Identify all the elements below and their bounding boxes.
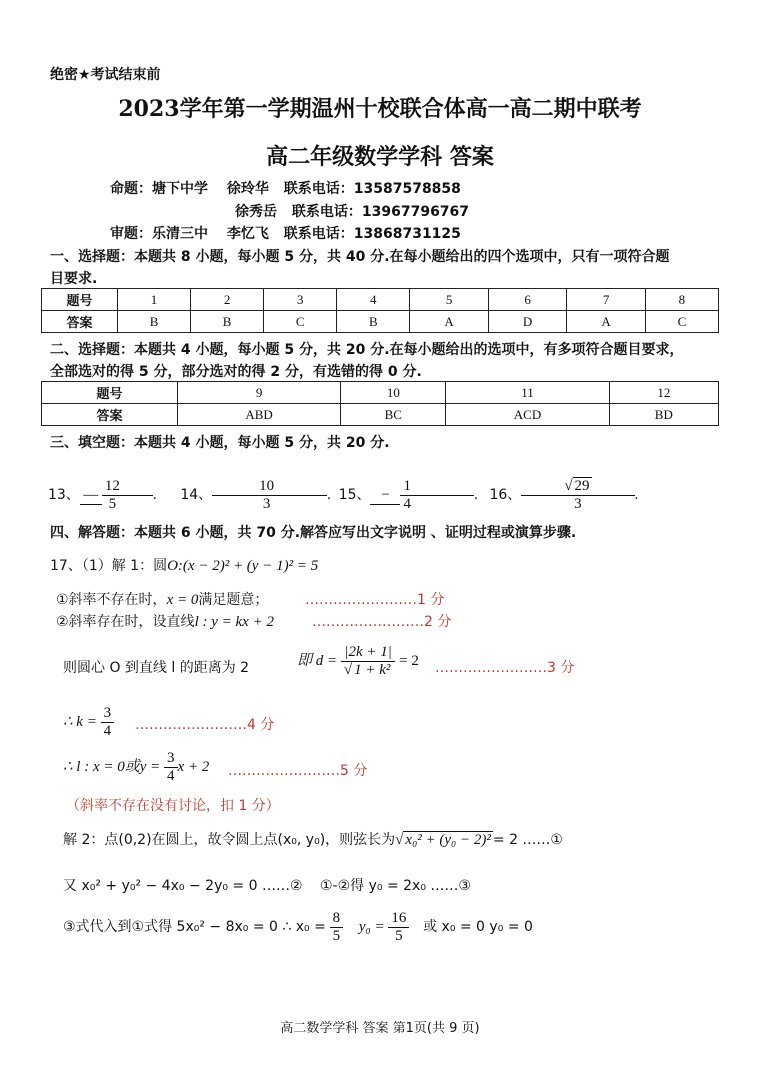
q14-numerator: 10 bbox=[256, 478, 277, 496]
q16-denominator: 3 bbox=[561, 495, 594, 513]
answer-cell: D bbox=[488, 311, 567, 333]
author-line-2 bbox=[235, 201, 469, 221]
q16-label: 16、 bbox=[489, 487, 522, 504]
row-label-question: 题号 bbox=[42, 289, 118, 311]
q16-blank-left bbox=[521, 495, 561, 496]
answer-table-2 bbox=[41, 381, 719, 426]
l-tail: x + 2 bbox=[177, 759, 210, 776]
answer-cell: B bbox=[191, 311, 264, 333]
author-role-label: 命题：塘下中学 bbox=[110, 181, 208, 197]
row-label-answer: 答案 bbox=[42, 404, 178, 426]
l-score: ……………………5 分 bbox=[228, 763, 368, 779]
q17-intro-line bbox=[50, 555, 318, 575]
q14-sep: . bbox=[327, 487, 331, 504]
sub-fraction-2 bbox=[388, 910, 409, 946]
q15-fraction bbox=[400, 478, 414, 514]
question-number: 3 bbox=[264, 289, 337, 311]
q14-blank-right bbox=[277, 495, 327, 496]
q14-blank-left bbox=[212, 495, 256, 496]
sub-numerator-2: 16 bbox=[388, 910, 409, 928]
k-numerator: 3 bbox=[101, 705, 115, 723]
q14-denominator: 3 bbox=[262, 496, 271, 513]
author-line-1 bbox=[110, 178, 461, 198]
q16-numerator: √ 29 bbox=[564, 478, 590, 494]
k-prefix: ∴ k = bbox=[63, 714, 97, 731]
sol2-text: 解 2：点(0,2)在圆上，故令圆上点(x₀, y₀)，则弦长为 bbox=[63, 832, 396, 848]
q13-label: 13、 bbox=[48, 487, 80, 504]
q16-blank-right bbox=[595, 495, 635, 496]
question-number: 8 bbox=[645, 289, 718, 311]
question-number: 2 bbox=[191, 289, 264, 311]
dist-denominator: √ 1 + k² bbox=[343, 662, 391, 679]
section3-heading: 三、填空题：本题共 4 小题，每小题 5 分，共 20 分. bbox=[50, 435, 390, 451]
deduction-note: （斜率不存在没有讨论，扣 1 分） bbox=[66, 798, 280, 814]
solution2-line bbox=[63, 829, 563, 849]
row-label-answer: 答案 bbox=[42, 311, 118, 333]
k-result bbox=[63, 705, 114, 741]
k-fraction bbox=[101, 705, 115, 741]
q17-case2 bbox=[56, 611, 274, 631]
exam-subtitle: 高二年级数学学科 答案 bbox=[266, 144, 494, 170]
answer-cell: ACD bbox=[446, 404, 609, 426]
sub-denominator-2: 5 bbox=[395, 928, 403, 945]
answer-cell: BD bbox=[609, 404, 718, 426]
author-phone: 联系电话：13967796767 bbox=[291, 204, 470, 220]
q13-sign: — bbox=[80, 487, 102, 505]
section2-heading-1: 二、选择题：本题共 4 小题，每小题 5 分，共 20 分.在每小题给出的选项中，有多项符合题目要求， bbox=[50, 342, 684, 358]
case1-score: ……………………1 分 bbox=[305, 592, 445, 608]
q15-sign: − bbox=[370, 487, 400, 505]
dist-numerator: |2k + 1| bbox=[341, 644, 396, 662]
q16-radicand: 29 bbox=[574, 478, 590, 494]
question-number: 4 bbox=[337, 289, 410, 311]
reviewer-phone: 联系电话：13868731125 bbox=[283, 226, 461, 242]
k-denominator: 4 bbox=[103, 723, 112, 740]
reviewer-role-label: 审题：乐清三中 bbox=[110, 226, 208, 242]
l-fraction bbox=[164, 750, 178, 786]
dist-prefix: 即 d = bbox=[297, 653, 338, 670]
author-name: 徐秀岳 bbox=[235, 204, 277, 220]
question-number: 9 bbox=[178, 382, 341, 404]
answer-cell: C bbox=[264, 311, 337, 333]
author-phone: 联系电话：13587578858 bbox=[283, 181, 461, 197]
q13-sep: . bbox=[152, 487, 157, 504]
q14-fraction bbox=[256, 478, 277, 514]
q17-case1 bbox=[56, 589, 268, 609]
author-name: 徐玲华 bbox=[226, 181, 269, 197]
answer-cell: A bbox=[567, 311, 646, 333]
q14-label: 14、 bbox=[180, 487, 213, 504]
sol2-sqrt: √ x₀² + (y₀ − 2)² bbox=[395, 832, 491, 848]
question-number: 6 bbox=[488, 289, 567, 311]
row-label-question: 题号 bbox=[42, 382, 178, 404]
question-number: 5 bbox=[410, 289, 489, 311]
sub-denominator-1: 5 bbox=[332, 928, 341, 945]
answer-cell: ABD bbox=[178, 404, 341, 426]
dist-fraction bbox=[341, 644, 396, 680]
case2-math: l : y = kx + 2 bbox=[194, 614, 274, 630]
q15-denominator: 4 bbox=[403, 496, 411, 513]
q17-intro: 17、（1）解 1：圆 bbox=[50, 558, 168, 574]
fill-in-answers bbox=[48, 478, 638, 518]
section2-heading-2: 全部选对的得 5 分，部分选对的得 2 分，有选错的得 0 分. bbox=[50, 364, 422, 380]
l-prefix: ∴ l : x = 0或y = bbox=[63, 759, 161, 776]
page-footer: 高二数学学科 答案 第1页(共 9 页) bbox=[280, 1021, 480, 1036]
q13-blank bbox=[123, 495, 153, 496]
answer-cell: B bbox=[337, 311, 410, 333]
q15-blank-right bbox=[414, 495, 474, 496]
sol2-eq: = 2 ……① bbox=[492, 832, 563, 848]
dist-eq: = 2 bbox=[399, 653, 419, 670]
question-number: 10 bbox=[341, 382, 446, 404]
q15-numerator: 1 bbox=[400, 478, 414, 496]
answer-cell: BC bbox=[341, 404, 446, 426]
sol2-radicand: x₀² + (y₀ − 2)² bbox=[405, 832, 491, 848]
case2-score: ……………………2 分 bbox=[312, 614, 452, 630]
q16-fraction bbox=[561, 478, 594, 514]
answer-table-1 bbox=[41, 288, 719, 333]
dist-score: ……………………3 分 bbox=[435, 660, 575, 676]
l-numerator: 3 bbox=[164, 750, 178, 768]
sub-numerator-1: 8 bbox=[330, 910, 344, 928]
question-number: 12 bbox=[609, 382, 718, 404]
q15-sep: . bbox=[473, 487, 478, 504]
dist-text: 则圆心 O 到直线 l 的距离为 2 bbox=[63, 660, 250, 676]
eq2-line: 又 x₀² + y₀² − 4x₀ − 2y₀ = 0 ……② bbox=[63, 878, 303, 894]
q13-fraction bbox=[102, 478, 123, 514]
q16-end: . bbox=[634, 487, 639, 504]
sub-fraction-1 bbox=[330, 910, 344, 946]
answer-cell: C bbox=[645, 311, 718, 333]
case1-tail: 满足题意； bbox=[198, 592, 269, 608]
q17-circle-eq: O:(x − 2)² + (y − 1)² = 5 bbox=[167, 558, 319, 574]
section4-heading: 四、解答题：本题共 6 小题，共 70 分.解答应写出文字说明 、证明过程或演算步骤. bbox=[50, 525, 577, 541]
case2-text: ②斜率存在时，设直线 bbox=[56, 614, 195, 630]
reviewer-name: 李忆飞 bbox=[226, 226, 269, 242]
author-line-3 bbox=[110, 223, 461, 243]
section1-heading-2: 目要求. bbox=[50, 271, 98, 287]
dist-radicand: 1 + k² bbox=[354, 662, 391, 679]
sub-mid: y₀ = bbox=[358, 919, 385, 936]
case1-text: ①斜率不存在时， bbox=[56, 592, 167, 608]
dist-formula bbox=[297, 644, 419, 680]
q13-numerator: 12 bbox=[102, 478, 123, 496]
question-number: 11 bbox=[446, 382, 609, 404]
question-number: 7 bbox=[567, 289, 646, 311]
q15-label: 15、 bbox=[338, 487, 371, 504]
confidential-label: 绝密★考试结束前 bbox=[50, 67, 161, 83]
sub-text: ③式代入到①式得 5x₀² − 8x₀ = 0 ∴ x₀ = bbox=[63, 919, 326, 936]
question-number: 1 bbox=[118, 289, 191, 311]
l-result bbox=[63, 750, 209, 786]
answer-cell: B bbox=[118, 311, 191, 333]
answer-cell: A bbox=[410, 311, 489, 333]
case1-math: x = 0 bbox=[166, 592, 199, 608]
exam-title: 2023学年第一学期温州十校联合体高一高二期中联考 bbox=[118, 96, 642, 122]
section1-heading-1: 一、选择题：本题共 8 小题，每小题 5 分，共 40 分.在每小题给出的四个选项中，只有一项符合题 bbox=[50, 249, 670, 265]
q13-denominator: 5 bbox=[108, 496, 117, 513]
k-score: ……………………4 分 bbox=[135, 717, 275, 733]
eq3-line: ①-②得 y₀ = 2x₀ ……③ bbox=[320, 878, 471, 894]
l-denominator: 4 bbox=[167, 768, 175, 785]
sub-tail: 或 x₀ = 0 y₀ = 0 bbox=[423, 919, 533, 936]
substitution-line bbox=[63, 910, 533, 946]
